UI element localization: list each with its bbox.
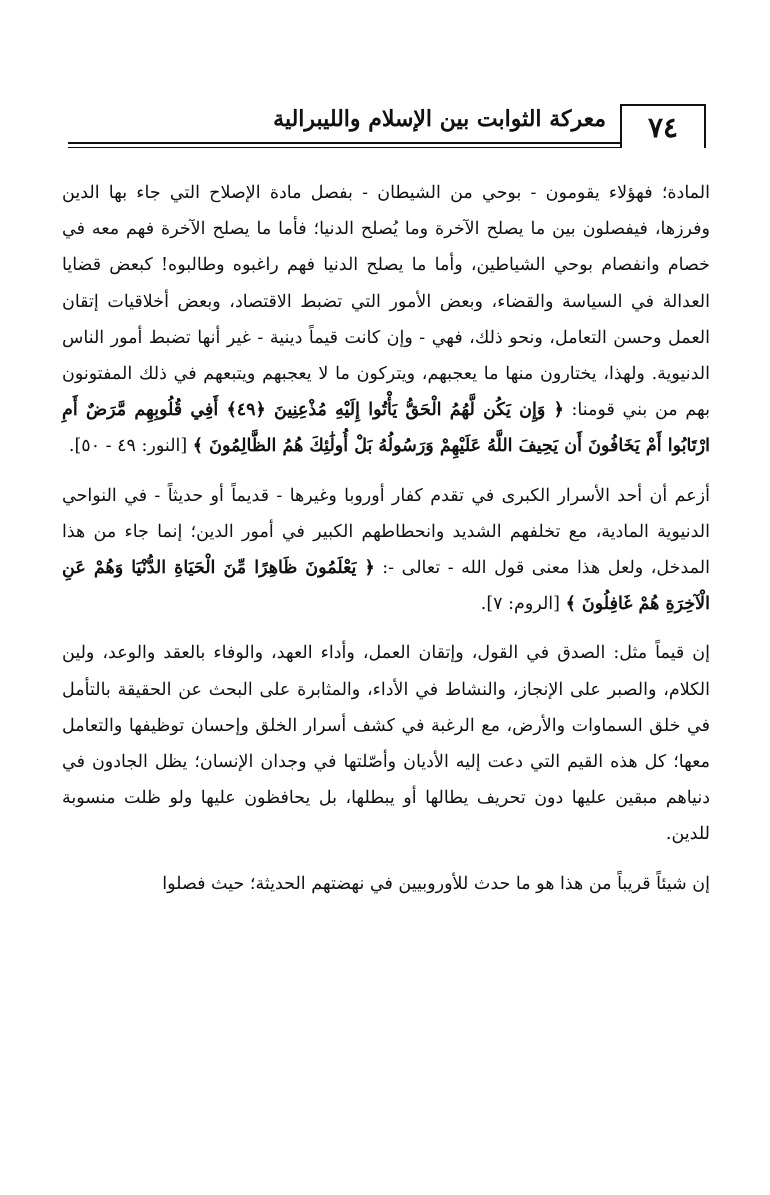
paragraph-text: إن قيماً مثل: الصدق في القول، وإتقان العمل، وأداء العهد، والوفاء بالعقد والوعد، ولين الكلام، والصبر على الإنجاز، والنشاط في الأداء، والمثابرة على البحث عن الحقيقة بالتأمل في خلق السماوات والأرض، مع الرغبة في كشف أسرار الخلق وإحسان توظيفها والتعامل معها؛ كل هذه القيم التي دعت إليه الأديان وأصّلتها في وجدان الإنسان؛ يظل الجادون في دنياهم مبقين عليها دون تحريف يطالها أو يبطلها، بل يحافظون عليها ولو ظلت منسوبة للدين. — [62, 643, 710, 845]
paragraph-text: [النور: ٤٩ - ٥٠]. — [68, 436, 193, 457]
paragraph-text: [الروم: ٧]. — [480, 594, 566, 615]
header-rule — [68, 142, 620, 144]
page-number: ٧٤ — [620, 104, 706, 148]
page-body — [62, 175, 710, 902]
running-title: معركة الثوابت بين الإسلام والليبرالية — [273, 106, 606, 132]
quran-quote: ﴿ يَعْلَمُونَ ظَاهِرًا مِّنَ الْحَيَاةِ الدُّنْيَا وَهُمْ عَنِ الْآخِرَةِ هُمْ غَافِلُونَ ﴾ — [62, 558, 710, 615]
paragraph-text: المادة؛ فهؤلاء يقومون - بوحي من الشيطان - بفصل مادة الإصلاح التي جاء بها الدين وفرزها، فيفصلون بين ما يصلح الآخرة وما يُصلح الدنيا؛ فأما ما يصلح الآخرة فهم معه في خصام وانفصام بوحي الشياطين، وأما ما يصلح الدنيا فهم راغبوه وطالبوه! كبعض قضايا العدالة في السياسة والقضاء، وبعض الأمور التي تضبط الاقتصاد، وبعض أخلاقيات إتقان العمل وحسن التعامل، ونحو ذلك، فهي - وإن كانت قيماً دينية - غير أنها تضبط أمور الناس الدنيوية. ولهذا، يختارون منها ما يعجبهم، ويتركون ما لا يعجبهم ويتبعهم في ذلك المفتونون بهم من بني قومنا: — [62, 183, 710, 421]
paragraph — [62, 866, 710, 902]
paragraph — [62, 635, 710, 852]
paragraph — [62, 175, 710, 465]
paragraph — [62, 478, 710, 623]
quran-quote: ﴿ وَإِن يَكُن لَّهُمُ الْحَقُّ يَأْتُوا إِلَيْهِ مُذْعِنِينَ ﴿٤٩﴾ أَفِي قُلُوبِهِم مَّرَضٌ أَمِ ارْتَابُوا أَمْ يَخَافُونَ أَن يَحِيفَ اللَّهُ عَلَيْهِمْ وَرَسُولُهُ بَلْ أُولَٰئِكَ هُمُ الظَّالِمُونَ ﴾ — [62, 400, 710, 457]
header-rule-thin — [68, 147, 620, 148]
page-header — [68, 100, 706, 148]
paragraph-text: أزعم أن أحد الأسرار الكبرى في تقدم كفار أوروبا وغيرها - قديماً أو حديثاً - في النواحي الدنيوية المادية، مع تخلفهم الشديد وانحطاطهم الكبير في أمور الدين؛ إنما جاء من هذا المدخل، ولعل هذا معنى قول الله - تعالى -: — [62, 485, 710, 579]
paragraph-text: إن شيئاً قريباً من هذا هو ما حدث للأوروبيين في نهضتهم الحديثة؛ حيث فصلوا — [162, 873, 710, 894]
